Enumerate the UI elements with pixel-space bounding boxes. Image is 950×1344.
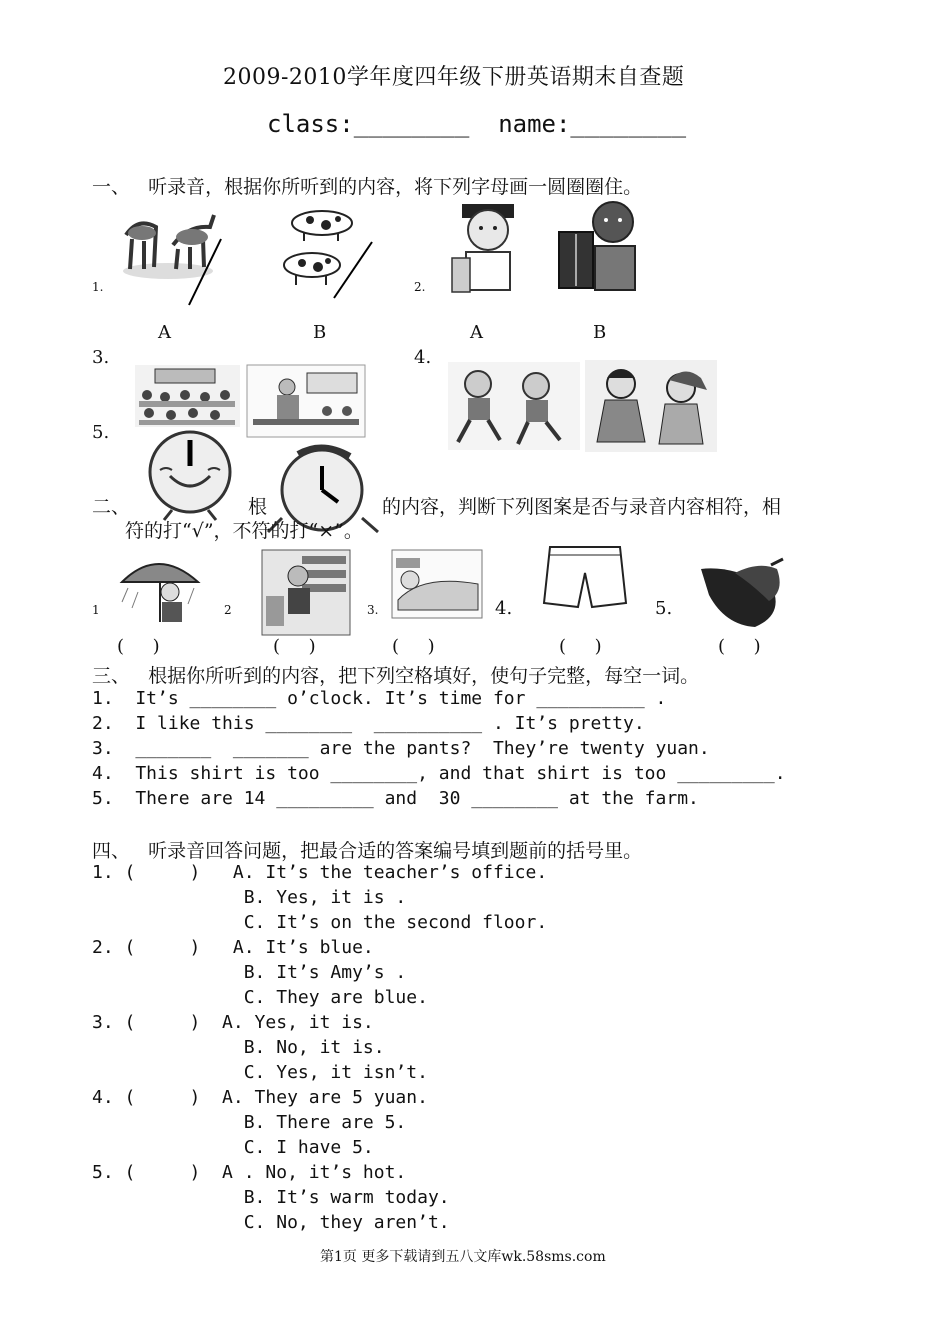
section-2-heading-fragment: 根	[248, 496, 268, 518]
question-number: 3.	[367, 603, 379, 617]
fill-blank-line: 2. I like this ________ __________ . It’s pretty.	[92, 713, 645, 734]
question-number: 3.	[92, 347, 110, 368]
option-line: C. It’s on the second floor.	[92, 912, 548, 933]
section-3-heading: 三、 根据你所听到的内容，把下列空格填好，使句子完整，每空一词。	[92, 665, 700, 687]
option-line: B. It’s warm today.	[92, 1187, 450, 1208]
option-line: C. I have 5.	[92, 1137, 374, 1158]
section-2-heading: 的内容，判断下列图案是否与录音内容相符，相	[382, 496, 782, 518]
question-line: 1. ( ) A. It’s the teacher’s office.	[92, 862, 548, 883]
question-number: 5.	[92, 422, 110, 443]
page-title: 2009-2010学年度四年级下册英语期末自查题	[223, 65, 685, 90]
answer-paren[interactable]: ( )	[718, 636, 761, 657]
option-line: B. It’s Amy’s .	[92, 962, 407, 983]
option-label: A	[470, 322, 483, 343]
class-name-line: class:________ name:________	[267, 110, 687, 138]
option-line: B. Yes, it is .	[92, 887, 407, 908]
boys-running-illustration	[448, 362, 580, 450]
shorts-illustration	[540, 543, 630, 613]
option-line: C. They are blue.	[92, 987, 428, 1008]
answer-paren[interactable]: ( )	[559, 636, 602, 657]
umbrella-rain-illustration	[118, 552, 206, 627]
fill-blank-line: 3. _______ _______ are the pants? They’re twenty yuan.	[92, 738, 710, 759]
question-number: 2.	[414, 280, 426, 294]
question-number: 5.	[655, 598, 673, 619]
boy-jacket-illustration	[555, 198, 645, 295]
section-4-heading: 四、 听录音回答问题，把最合适的答案编号填到题前的括号里。	[92, 840, 643, 862]
library-illustration	[262, 550, 350, 635]
divider-slash-icon	[185, 235, 225, 310]
question-number: 2	[224, 603, 232, 617]
question-number: 1.	[92, 280, 104, 294]
divider-slash-icon	[330, 238, 375, 303]
option-label: B	[593, 322, 607, 343]
page-footer: 第1页 更多下载请到五八文库wk.58sms.com	[320, 1249, 606, 1265]
option-line: C. Yes, it isn’t.	[92, 1062, 428, 1083]
question-line: 2. ( ) A. It’s blue.	[92, 937, 374, 958]
question-number: 4.	[414, 347, 432, 368]
girls-dancing-illustration	[585, 360, 717, 452]
option-line: B. No, it is.	[92, 1037, 385, 1058]
fill-blank-line: 1. It’s ________ o’clock. It’s time for __________ .	[92, 688, 667, 709]
fill-blank-line: 4. This shirt is too ________, and that shirt is too _________.	[92, 763, 786, 784]
sleeping-illustration	[392, 550, 482, 618]
answer-paren[interactable]: ( )	[392, 636, 435, 657]
section-1-heading: 一、 听录音，根据你所听到的内容，将下列字母画一圆圈圈住。	[92, 176, 643, 198]
answer-paren[interactable]: ( )	[273, 636, 316, 657]
section-2-heading-prefix: 二、	[92, 496, 131, 518]
section-2-heading-line2: 符的打“√”，不符的打“×”。	[125, 520, 363, 542]
eggplant-illustration	[695, 555, 785, 635]
question-number: 4.	[495, 598, 513, 619]
fill-blank-line: 5. There are 14 _________ and 30 ________ at the farm.	[92, 788, 699, 809]
option-label: B	[313, 322, 327, 343]
clock-face-illustration	[130, 430, 248, 520]
teacher-classroom-illustration	[247, 365, 365, 437]
classroom-illustration	[135, 365, 240, 427]
option-line: B. There are 5.	[92, 1112, 407, 1133]
boy-shirt-illustration	[450, 200, 530, 295]
answer-paren[interactable]: ( )	[117, 636, 160, 657]
question-line: 3. ( ) A. Yes, it is.	[92, 1012, 374, 1033]
option-line: C. No, they aren’t.	[92, 1212, 450, 1233]
question-line: 4. ( ) A. They are 5 yuan.	[92, 1087, 428, 1108]
question-number: 1	[92, 603, 100, 617]
option-label: A	[158, 322, 171, 343]
question-line: 5. ( ) A . No, it’s hot.	[92, 1162, 407, 1183]
